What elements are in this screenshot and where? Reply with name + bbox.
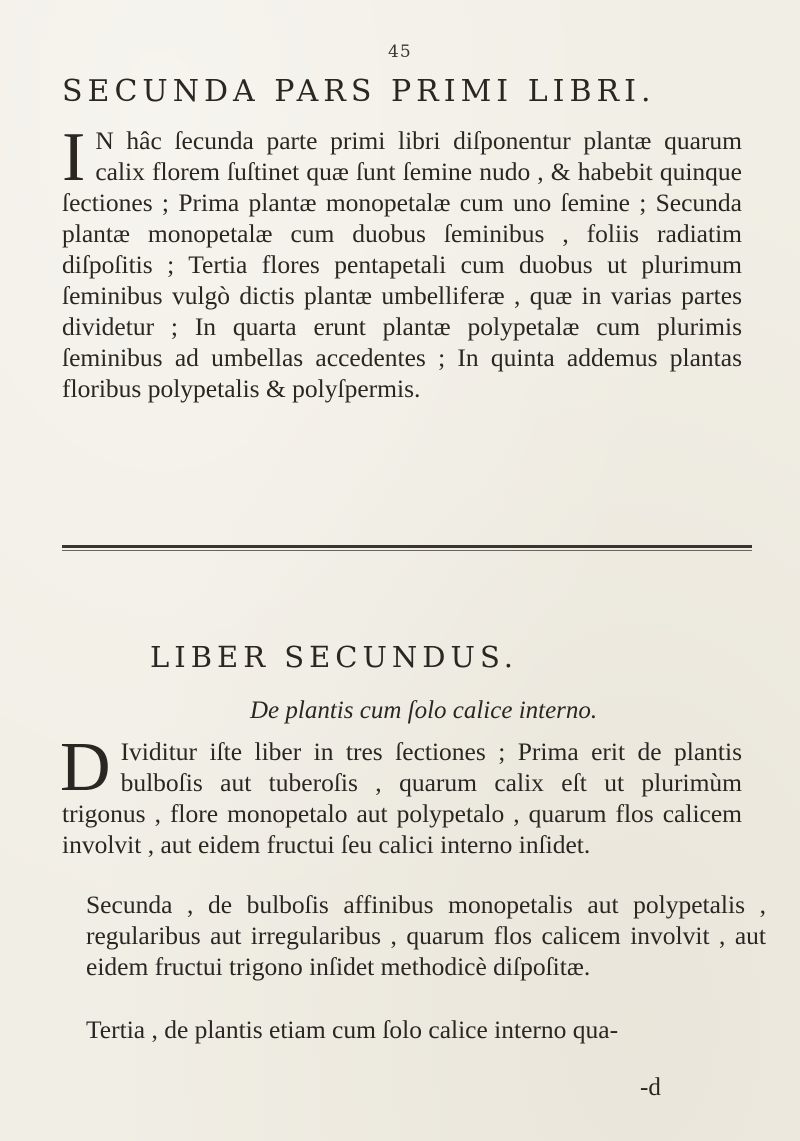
intro-paragraph [62,119,742,404]
section-divider-thin [62,550,752,551]
second-paragraph: Secunda , de bulboſis affinibus monopetalis aut polypetalis , regularibus aut irregularibus , quarum flos calicem involvit , aut eidem fructui trigono inſidet methodicè diſpoſitæ. [86,890,766,981]
catchword: -d [640,1074,661,1101]
book-subtitle: De plantis cum ſolo calice interno. [250,697,598,724]
drop-cap: I [62,119,86,196]
book-title: LIBER SECUNDUS. [150,640,519,674]
drop-cap: D [60,729,111,806]
first-paragraph [60,729,742,860]
intro-text: N hâc ſecunda parte primi libri diſponentur plantæ quarum calix florem ſuſtinet quæ ſunt ſemine nudo , & habebit quinque ſectiones ; Prima plantæ monopetalæ cum uno ſemine ; Secunda plantæ monopetalæ cum duobus ſeminibus , foliis radiatim diſpoſitis ; Tertia flores pentapetali cum duobus ut plurimum ſeminibus vulgò dictis plantæ umbelliferæ , quæ in varias partes dividetur ; In quarta erunt plantæ polypetalæ cum plurimis ſeminibus ad umbellas accedentes ; In quinta addemus plantas floribus polypetalis & polyſpermis. [62,126,742,403]
page-number: 45 [388,42,412,62]
section-divider [62,545,752,548]
running-head: SECUNDA PARS PRIMI LIBRI. [62,74,656,109]
third-paragraph: Tertia , de plantis etiam cum ſolo calice interno qua- [86,1015,619,1044]
first-paragraph-text: Ividitur iſte liber in tres ſectiones ; Prima erit de plantis bulboſis aut tuberoſis , quarum calix eſt ut plurimùm trigonus , flore monopetalo aut polypetalo , quarum flos calicem involvit , aut eidem fructui ſeu calici interno inſidet. [62,737,742,859]
